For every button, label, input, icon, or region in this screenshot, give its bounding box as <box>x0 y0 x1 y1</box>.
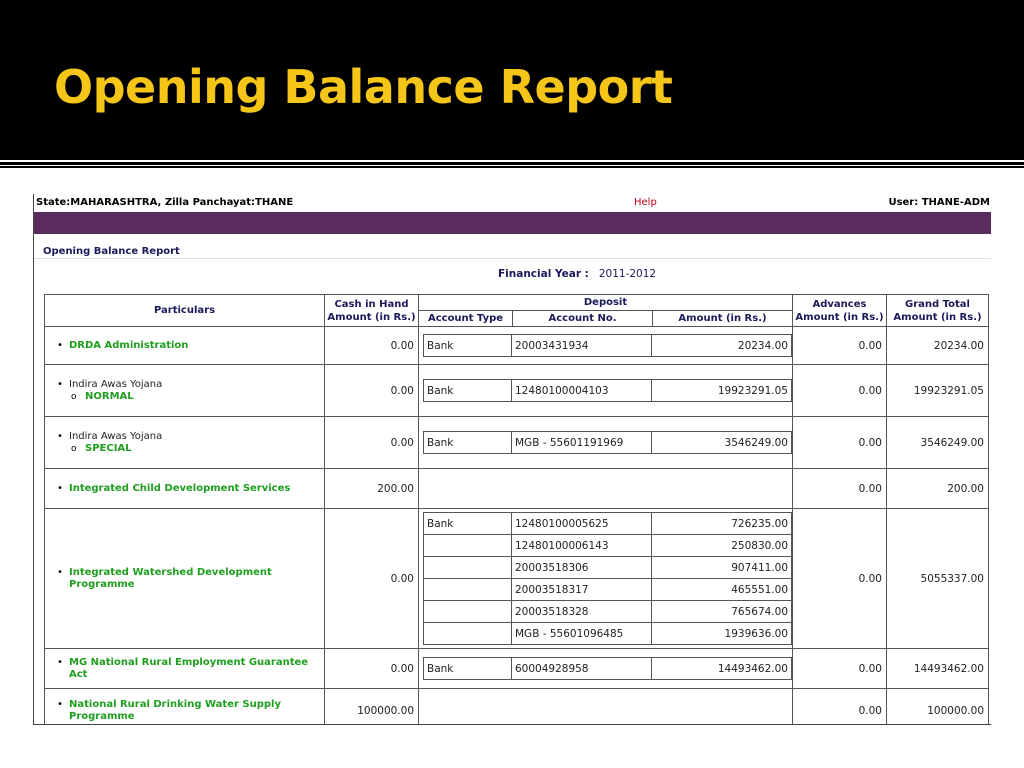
account-no-cell: 12480100005625 <box>512 513 652 535</box>
account-no-cell: 12480100006143 <box>512 535 652 557</box>
deposit-cell <box>419 689 793 726</box>
circle-bullet-icon: o <box>71 443 77 454</box>
table-row <box>45 365 989 417</box>
bullet-icon: • <box>57 430 63 442</box>
table-row <box>45 417 989 469</box>
bullet-icon: • <box>57 378 63 390</box>
scheme-name: Indira Awas Yojana <box>69 430 163 442</box>
advances-cell: 0.00 <box>793 469 887 509</box>
account-type-cell: Bank <box>424 432 512 454</box>
account-type-cell: Bank <box>424 335 512 357</box>
deposit-cell <box>419 649 793 689</box>
bullet-icon: • <box>57 656 63 668</box>
deposit-amount-cell: 14493462.00 <box>652 658 792 680</box>
bullet-icon: • <box>57 482 63 494</box>
account-no-cell: 12480100004103 <box>512 380 652 402</box>
particulars-cell <box>45 689 325 726</box>
deposit-row <box>424 513 792 535</box>
account-type-cell <box>424 557 512 579</box>
deposit-cell <box>419 509 793 649</box>
deposit-row <box>424 335 792 357</box>
sub-scheme-name: NORMAL <box>85 390 134 402</box>
header-amount: Amount (in Rs.) <box>653 311 793 327</box>
grand-total-cell: 3546249.00 <box>887 417 989 469</box>
top-info-bar <box>34 194 991 212</box>
grand-total-cell: 5055337.00 <box>887 509 989 649</box>
header-account-no: Account No. <box>513 311 653 327</box>
account-type-cell <box>424 623 512 645</box>
cash-cell: 100000.00 <box>325 689 419 726</box>
deposit-cell <box>419 469 793 509</box>
deposit-amount-cell: 20234.00 <box>652 335 792 357</box>
particulars-cell <box>45 365 325 417</box>
header-particulars: Particulars <box>45 295 325 327</box>
deposit-amount-cell: 726235.00 <box>652 513 792 535</box>
report-title: Opening Balance Report <box>43 246 180 257</box>
menu-bar <box>34 212 991 234</box>
cash-cell: 0.00 <box>325 417 419 469</box>
scheme-name: DRDA Administration <box>69 339 189 351</box>
particulars-cell <box>45 327 325 365</box>
account-no-cell: MGB - 55601096485 <box>512 623 652 645</box>
deposit-amount-cell: 765674.00 <box>652 601 792 623</box>
deposit-table <box>423 379 792 402</box>
table-row <box>45 509 989 649</box>
sub-scheme-name: SPECIAL <box>85 442 132 454</box>
account-no-cell: 60004928958 <box>512 658 652 680</box>
header-advances: Advances Amount (in Rs.) <box>793 295 887 327</box>
advances-cell: 0.00 <box>793 509 887 649</box>
table-row <box>45 327 989 365</box>
table-row <box>45 469 989 509</box>
divider <box>0 165 1024 166</box>
header-grand-total: Grand Total Amount (in Rs.) <box>887 295 989 327</box>
user-label: User: THANE-ADM <box>888 197 990 208</box>
deposit-row <box>424 557 792 579</box>
financial-year-label: Financial Year : <box>498 268 589 280</box>
deposit-row <box>424 535 792 557</box>
deposit-amount-cell: 19923291.05 <box>652 380 792 402</box>
header-deposit: Deposit <box>419 295 793 311</box>
account-no-cell: 20003518306 <box>512 557 652 579</box>
particulars-cell <box>45 469 325 509</box>
advances-cell: 0.00 <box>793 327 887 365</box>
cash-cell: 0.00 <box>325 509 419 649</box>
app-window <box>33 194 991 725</box>
deposit-table <box>423 431 792 454</box>
scheme-name: Integrated Watershed Development Programme <box>69 566 272 590</box>
cash-cell: 0.00 <box>325 649 419 689</box>
state-label: State:MAHARASHTRA, Zilla Panchayat:THANE <box>36 197 294 208</box>
help-link[interactable]: Help <box>634 197 657 208</box>
deposit-cell <box>419 365 793 417</box>
scheme-name: Indira Awas Yojana <box>69 378 163 390</box>
deposit-row <box>424 432 792 454</box>
scheme-name: Integrated Child Development Services <box>69 482 291 494</box>
financial-year-value: 2011-2012 <box>598 268 657 280</box>
slide-title: Opening Balance Report <box>54 60 673 114</box>
deposit-row <box>424 623 792 645</box>
account-type-cell: Bank <box>424 380 512 402</box>
scheme-name: MG National Rural Employment Guarantee Act <box>69 656 309 680</box>
account-type-cell: Bank <box>424 658 512 680</box>
deposit-table <box>423 334 792 357</box>
scheme-name: National Rural Drinking Water Supply Programme <box>69 698 281 722</box>
deposit-amount-cell: 907411.00 <box>652 557 792 579</box>
account-no-cell: MGB - 55601191969 <box>512 432 652 454</box>
cash-cell: 0.00 <box>325 365 419 417</box>
slide-header <box>0 0 1024 160</box>
bullet-icon: • <box>57 698 63 710</box>
account-no-cell: 20003518317 <box>512 579 652 601</box>
account-no-cell: 20003431934 <box>512 335 652 357</box>
deposit-row <box>424 579 792 601</box>
deposit-row <box>424 658 792 680</box>
bullet-icon: • <box>57 566 63 578</box>
divider <box>0 160 1024 162</box>
bullet-icon: • <box>57 339 63 351</box>
advances-cell: 0.00 <box>793 649 887 689</box>
grand-total-cell: 100000.00 <box>887 689 989 726</box>
deposit-amount-cell: 3546249.00 <box>652 432 792 454</box>
account-no-cell: 20003518328 <box>512 601 652 623</box>
account-type-cell <box>424 535 512 557</box>
cash-cell: 0.00 <box>325 327 419 365</box>
circle-bullet-icon: o <box>71 391 77 402</box>
deposit-table <box>423 657 792 680</box>
account-type-cell <box>424 601 512 623</box>
deposit-amount-cell: 465551.00 <box>652 579 792 601</box>
header-account-type: Account Type <box>419 311 513 327</box>
particulars-cell <box>45 509 325 649</box>
account-type-cell: Bank <box>424 513 512 535</box>
advances-cell: 0.00 <box>793 417 887 469</box>
account-type-cell <box>424 579 512 601</box>
divider <box>34 258 991 259</box>
screenshot-area <box>0 168 1024 768</box>
deposit-row <box>424 601 792 623</box>
advances-cell: 0.00 <box>793 689 887 726</box>
particulars-cell <box>45 417 325 469</box>
advances-cell: 0.00 <box>793 365 887 417</box>
financial-year <box>498 268 656 280</box>
deposit-cell <box>419 327 793 365</box>
cash-cell: 200.00 <box>325 469 419 509</box>
table-row <box>45 649 989 689</box>
grand-total-cell: 200.00 <box>887 469 989 509</box>
deposit-amount-cell: 1939636.00 <box>652 623 792 645</box>
table-row <box>45 689 989 726</box>
opening-balance-table <box>44 294 989 725</box>
grand-total-cell: 20234.00 <box>887 327 989 365</box>
header-cash: Cash in Hand Amount (in Rs.) <box>325 295 419 327</box>
deposit-cell <box>419 417 793 469</box>
grand-total-cell: 19923291.05 <box>887 365 989 417</box>
particulars-cell <box>45 649 325 689</box>
deposit-amount-cell: 250830.00 <box>652 535 792 557</box>
grand-total-cell: 14493462.00 <box>887 649 989 689</box>
deposit-table <box>423 512 792 645</box>
deposit-row <box>424 380 792 402</box>
